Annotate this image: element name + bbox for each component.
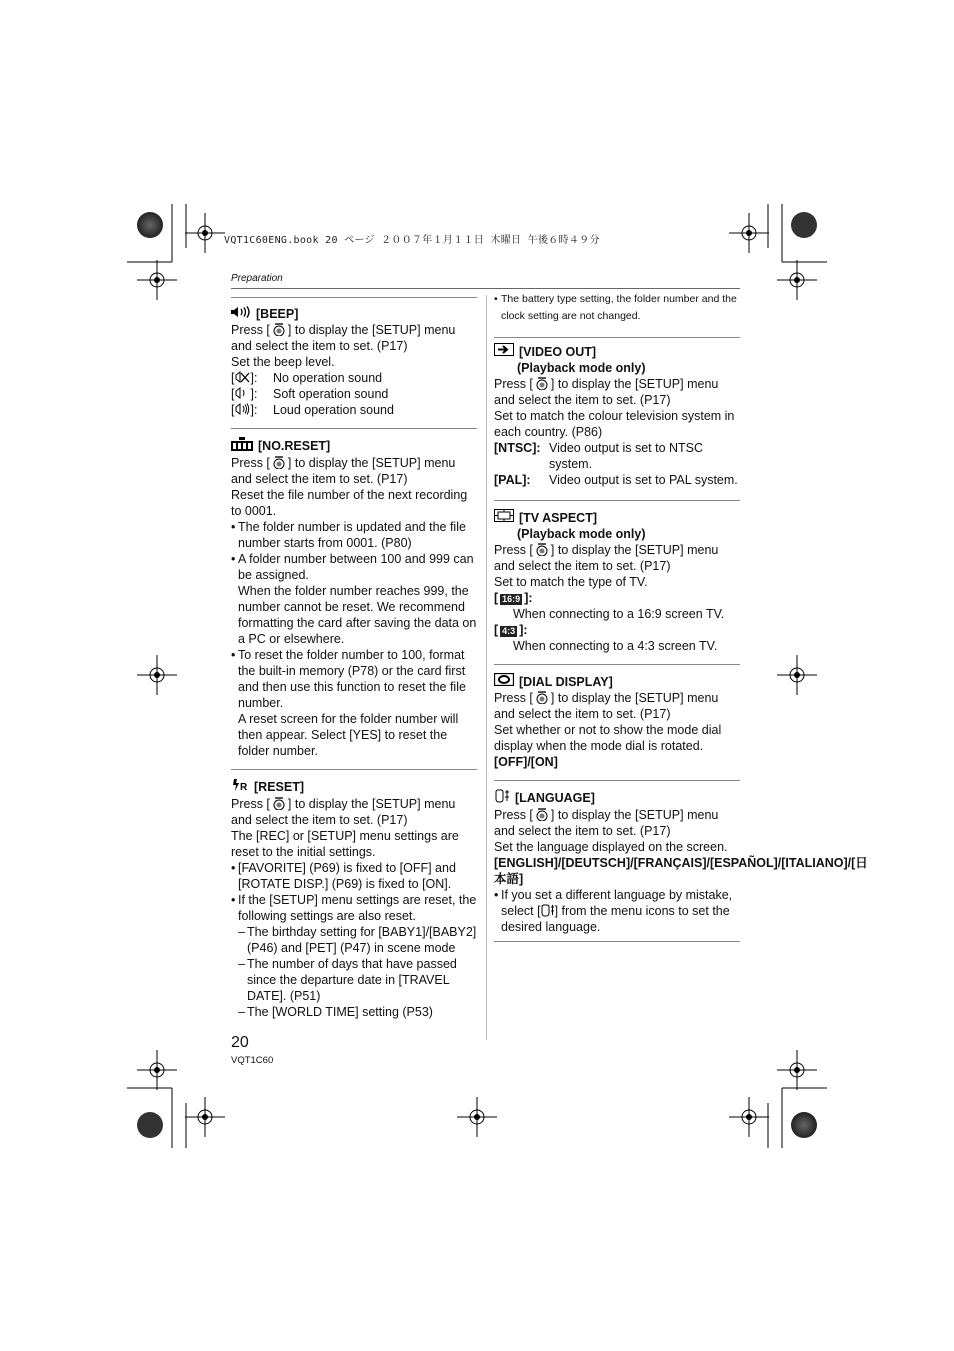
folder-reset-icon: [231, 437, 253, 455]
video-out-icon: [494, 343, 514, 360]
video-out-option-ntsc: [NTSC]: Video output is set to NTSC system.: [494, 441, 704, 471]
print-header: VQT1C60ENG.book 20 ページ ２００７年１月１１日 木曜日 午後６時４９分: [224, 235, 600, 246]
right-column: [494, 291, 868, 952]
column-divider: [486, 295, 487, 1040]
tv-aspect-section: [TV ASPECT] (Playback mode only) Press [ ] to display the [SETUP] menu and select the item to set. (P17) Set to match the type of TV. [ 16:9 ]: When connecting to a 16:9 screen TV. [ 4:3 ]: When connecting to a 4:3 screen TV.: [494, 500, 740, 654]
speaker-mute-icon: [234, 371, 250, 383]
tv-aspect-option-4-3: [ 4:3 ]:: [494, 623, 528, 637]
menu-set-button-icon: [535, 543, 549, 556]
svg-text:R: R: [240, 782, 248, 792]
no-reset-bullet: • To reset the folder number to 100, format the built-in memory (P78) or the card first and then use this function to reset the file number.: [231, 647, 477, 711]
beep-option-loud: [ ]: Loud operation sound: [231, 403, 394, 417]
reset-icon: [231, 778, 249, 796]
no-reset-title: [NO.RESET]: [258, 439, 331, 453]
menu-set-button-icon: [272, 323, 286, 336]
video-out-section: [VIDEO OUT] (Playback mode only) Press [ ] to display the [SETUP] menu and select the item to set. (P17) Set to match the colour television system in each country. (P86) [NTSC]: Video output is set to NTSC system. [PAL]: Video output is set to PAL system.: [494, 337, 740, 488]
aspect-4-3-icon: 4:3: [502, 626, 516, 636]
language-section: [LANGUAGE] Press [ ] to display the [SETUP] menu and select the item to set. (P17) Set the language displayed on the screen. [ENGLISH]/[DEUTSCH]/[FRANÇAIS]/[ESPAÑOL]/[ITALIANO]/[日本語] • If you set a different language by mistake, select [ ] from the menu icons to set the desired language.: [494, 780, 740, 942]
speaker-icon: [231, 306, 251, 322]
document-code: VQT1C60: [231, 1055, 274, 1066]
language-icon: [494, 789, 510, 807]
beep-option-soft: [ ]: Soft operation sound: [231, 387, 389, 401]
section-label: Preparation: [231, 273, 283, 284]
menu-set-button-icon: [535, 808, 549, 821]
language-icon: [541, 904, 555, 917]
beep-desc: Set the beep level.: [231, 355, 335, 369]
page-number: 20: [231, 1034, 249, 1051]
speaker-soft-icon: [234, 387, 250, 399]
no-reset-section: [NO.RESET] Press [ ] to display the [SETUP] menu and select the item to set. (P17) Reset the file number of the next recording to 0001. • The folder number is updated and the file number starts from 0001. (P80) • A folder number between 100 and 999 can be assigned. When the folder number reaches 999, the number cannot be reset. We recommend formatting the card after saving the data on a PC or elsewhere. • To reset the folder number to 100, format the built-in memory (P78) or the card first and then use this function to reset the file number. A reset screen for the folder number will then appear. Select [YES] to reset the folder number.: [231, 428, 477, 759]
menu-set-button-icon: [535, 377, 549, 390]
no-reset-bullet: • A folder number between 100 and 999 can be assigned.: [231, 551, 477, 583]
beep-section: [231, 297, 477, 418]
left-column: [231, 297, 477, 1030]
beep-option-off: [ ]: No operation sound: [231, 371, 383, 385]
beep-press: Press [ ] to display the [SETUP] menu and select the item to set. (P17): [231, 323, 456, 353]
battery-note: • The battery type setting, the folder number and the clock setting are not changed.: [494, 291, 740, 325]
header-rule: [231, 288, 740, 289]
dial-display-section: [DIAL DISPLAY] Press [ ] to display the [SETUP] menu and select the item to set. (P17) Set whether or not to show the mode dial display when the mode dial is rotated. [OFF]/[ON]: [494, 664, 740, 770]
tv-aspect-option-16-9: [ 16:9 ]:: [494, 591, 533, 605]
speaker-loud-icon: [234, 403, 250, 415]
aspect-16-9-icon: 16:9: [502, 594, 521, 604]
tv-aspect-icon: [494, 509, 514, 526]
video-out-option-pal: [PAL]: Video output is set to PAL system.: [494, 473, 738, 487]
no-reset-bullet: • The folder number is updated and the file number starts from 0001. (P80): [231, 519, 477, 551]
beep-title: [BEEP]: [256, 307, 299, 321]
menu-set-button-icon: [272, 797, 286, 810]
menu-set-button-icon: [272, 456, 286, 469]
menu-set-button-icon: [535, 691, 549, 704]
dial-display-icon: [494, 673, 514, 690]
reset-section: R [RESET] Press [ ] to display the [SETUP] menu and select the item to set. (P17) The [REC] or [SETUP] menu settings are reset to the initial settings. • [FAVORITE] (P69) is fixed to [OFF] and [ROTATE DISP.] (P69) is fixed to [ON]. • If the [SETUP] menu settings are reset, the following settings are also reset. – The birthday setting for [BABY1]/[BABY2] (P46) and [PET] (P47) in scene mode – The number of days that have passed since the departure date in [TRAVEL DATE]. (P51) – The [WORLD TIME] setting (P53): [231, 769, 477, 1020]
reset-title: [RESET]: [254, 780, 304, 794]
